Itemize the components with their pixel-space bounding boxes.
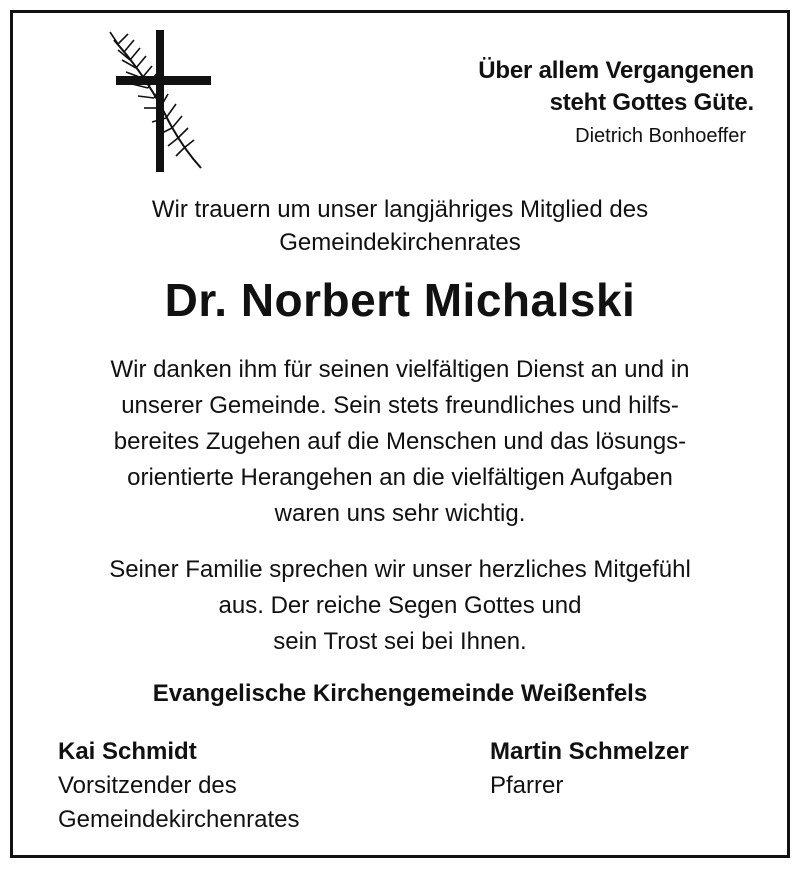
- quote-line-1: Über allem Vergangenen: [478, 57, 754, 84]
- gratitude-line-1: Wir danken ihm für seinen vielfältigen Dienst an und in: [110, 356, 690, 383]
- intro-text: [0, 193, 800, 259]
- condolence-line-1: Seiner Familie sprechen wir unser herzliches Mitgefühl: [109, 556, 691, 583]
- gratitude-line-2: unserer Gemeinde. Sein stets freundliches und hilfs-: [121, 392, 679, 419]
- gratitude-line-5: waren uns sehr wichtig.: [274, 500, 526, 527]
- signatory-name: Kai Schmidt: [58, 738, 197, 765]
- condolence-paragraph: [0, 552, 800, 660]
- signatory-name: Martin Schmelzer: [490, 738, 689, 765]
- signatory-role-line-1: Vorsitzender des: [58, 772, 237, 799]
- cross-with-palm-branch-icon: [106, 26, 216, 176]
- signatory-left: [58, 735, 299, 837]
- condolence-line-2: aus. Der reiche Segen Gottes und: [218, 592, 582, 619]
- condolence-line-3: sein Trost sei bei Ihnen.: [273, 628, 527, 655]
- deceased-name: Dr. Norbert Michalski: [164, 274, 636, 326]
- gratitude-paragraph: [0, 352, 800, 532]
- signatory-role-line-1: Pfarrer: [490, 772, 564, 799]
- gratitude-line-3: bereites Zugehen auf die Menschen und das lösungs-: [113, 428, 687, 455]
- quote-author: Dietrich Bonhoeffer: [575, 125, 746, 147]
- gratitude-line-4: orientierte Herangehen an die vielfältigen Aufgaben: [127, 464, 673, 491]
- signatory-right: [490, 735, 689, 803]
- quote-line-2: steht Gottes Güte.: [549, 89, 754, 116]
- organization-name: Evangelische Kirchengemeinde Weißenfels: [152, 680, 648, 707]
- bible-quote: [478, 55, 754, 149]
- intro-line-1: Wir trauern um unser langjähriges Mitglied des: [151, 196, 649, 223]
- signatory-role-line-2: Gemeindekirchenrates: [58, 806, 300, 833]
- intro-line-2: Gemeindekirchenrates: [279, 229, 521, 256]
